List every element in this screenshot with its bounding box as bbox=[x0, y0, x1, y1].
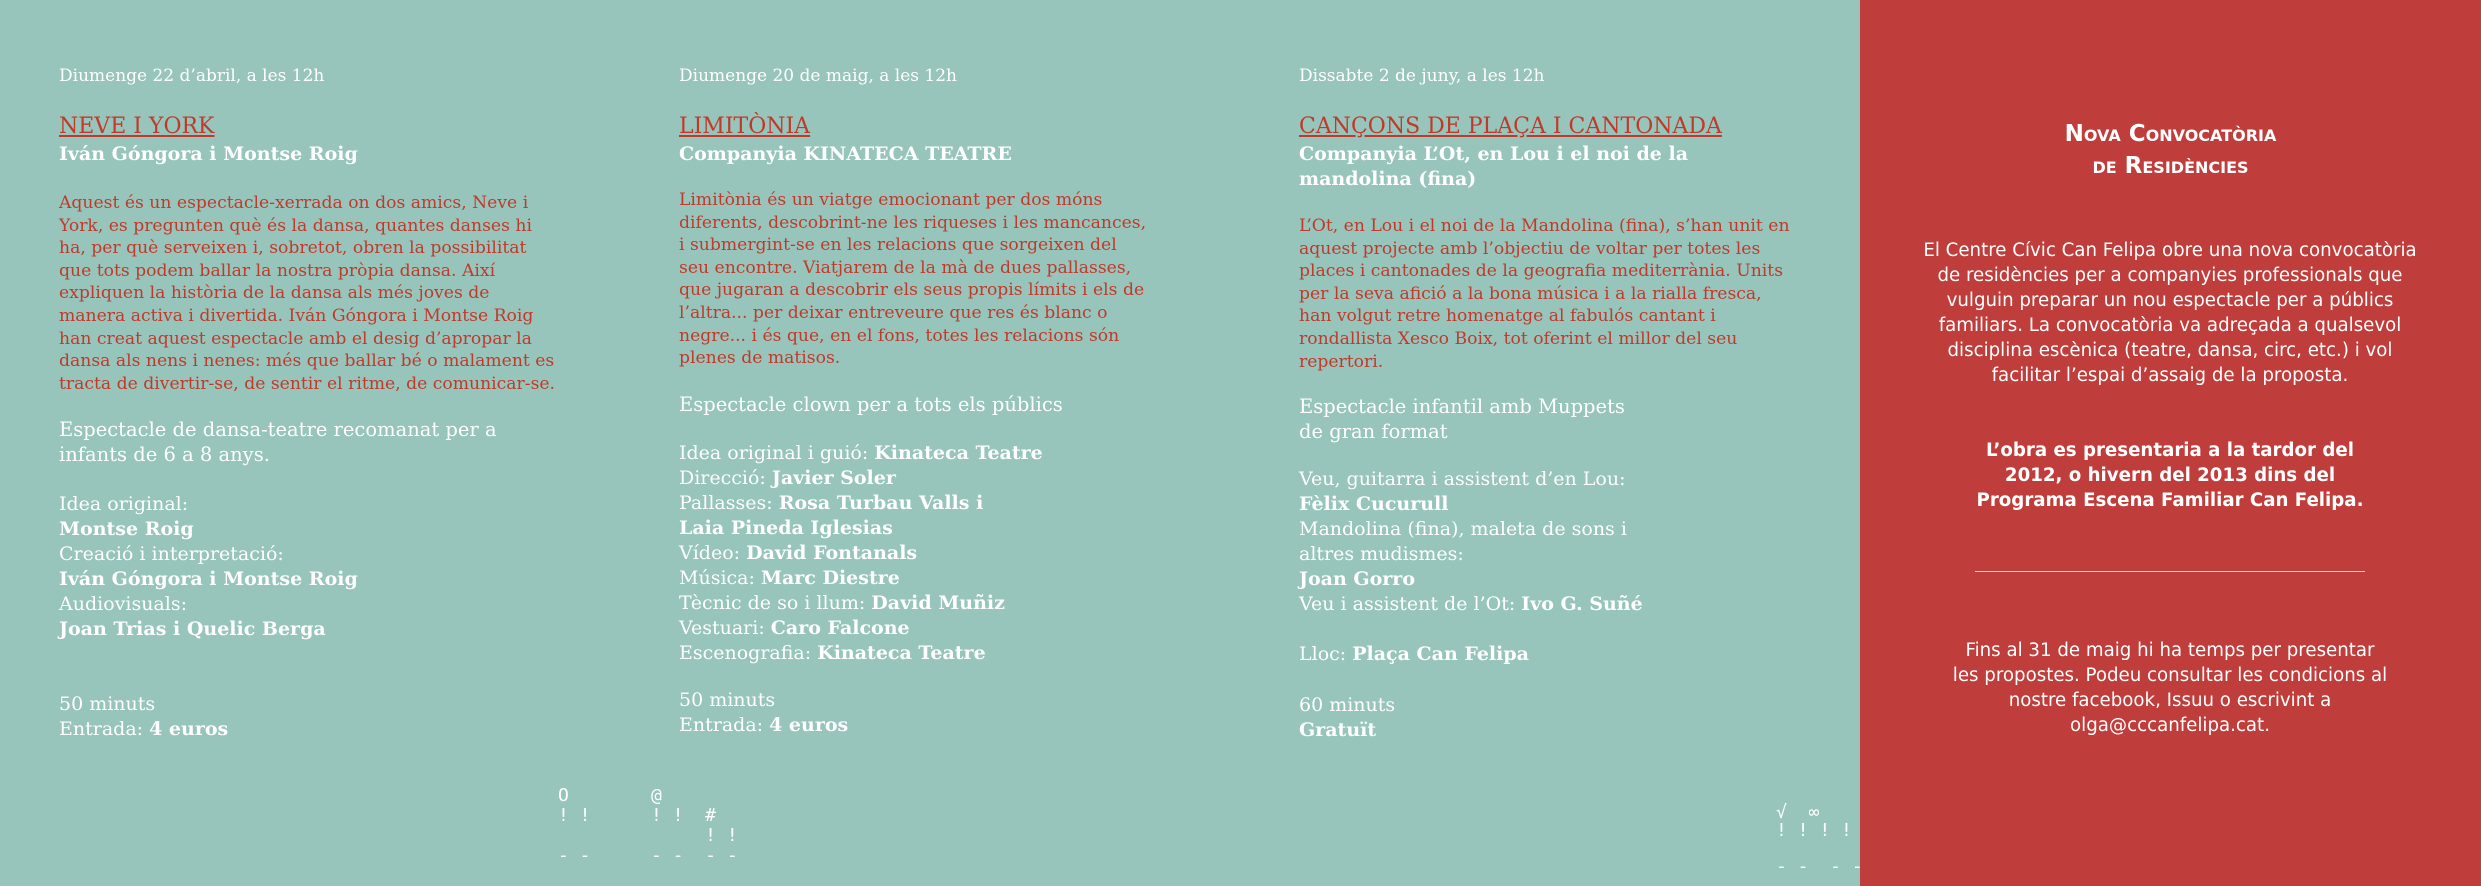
fold-marks-3: √ ∞ ! ! ! ! - - - - bbox=[1776, 802, 1863, 877]
credit-line: Iván Góngora i Montse Roig bbox=[59, 568, 358, 590]
credit-line: Laia Pineda Iglesias bbox=[679, 517, 893, 539]
event-title: NEVE I YORK bbox=[59, 114, 215, 139]
event-duration: 50 minuts bbox=[679, 689, 776, 711]
credit-line: Idea original: bbox=[59, 493, 189, 515]
fold-marks-1: O ! ! - - bbox=[558, 785, 591, 866]
event-footer bbox=[679, 688, 848, 738]
event-footer bbox=[59, 692, 228, 742]
credit-line: Joan Gorro bbox=[1299, 568, 1415, 590]
call-title: Nova Convocatòria de Residències bbox=[2064, 121, 2277, 179]
credit-line: Pallasses: Rosa Turbau Valls i bbox=[679, 492, 984, 514]
event-price: Entrada: 4 euros bbox=[59, 718, 229, 740]
credit-line: Veu i assistent de l’Ot: Ivo G. Suñé bbox=[1299, 593, 1643, 615]
event-company: Iván Góngora i Montse Roig bbox=[59, 143, 358, 165]
event-price: Entrada: 4 euros bbox=[679, 714, 849, 736]
event-description: Limitònia és un viatge emocionant per dos móns diferents, descobrint-ne les riqueses i les mancances, i submergint-se en les relacions que sorgeixen del seu encontre. Viatjarem de la mà de dues pallasses, que jugaran a descobrir els seus propis límits i els de l’altra... per deixar entreveure que res és blanc o negre... i és que, en el fons, totes les relacions són plenes de matisos. bbox=[679, 190, 1147, 369]
event-footer bbox=[1299, 693, 1395, 743]
event-note: Espectacle de dansa-teatre recomanat per a infants de 6 a 8 anys. bbox=[59, 418, 497, 466]
event-title: LIMITÒNIA bbox=[679, 114, 811, 139]
credit-line: Joan Trias i Quelic Berga bbox=[59, 618, 326, 640]
event-note: Espectacle infantil amb Muppets de gran format bbox=[1299, 395, 1625, 443]
credit-line: Fèlix Cucurull bbox=[1299, 493, 1449, 515]
event-company: Companyia KINATECA TEATRE bbox=[679, 143, 1012, 165]
call-intro: El Centre Cívic Can Felipa obre una nova convocatòria de residències per a companyies professionals que vulguin preparar un nou espectacle per a públics familiars. La convocatòria va adreçada a qualsevol disciplina escènica (teatre, dansa, circ, etc.) i vol facilitar l’espai d’assaig de la proposta. bbox=[1923, 240, 2417, 386]
credit-line: Direcció: Javier Soler bbox=[679, 467, 896, 489]
event-credits bbox=[1299, 467, 1799, 617]
event-duration: 50 minuts bbox=[59, 693, 156, 715]
event-description: Aquest és un espectacle-xerrada on dos amics, Neve i York, es pregunten què és la dansa, quantes danses hi ha, per què serveixen i, sobretot, obren la possibilitat que tots podem ballar la nostra pròpia dansa. Així expliquen la història de la dansa als més joves de manera activa i divertida. Iván Góngora i Montse Roig han creat aquest espectacle amb el desig d’apropar la dansa als nens i nenes: més que ballar bé o malament es tracta de divertir-se, de sentir el ritme, de comunicar-se. bbox=[59, 193, 556, 394]
event-title: CANÇONS DE PLAÇA I CANTONADA bbox=[1299, 114, 1722, 139]
call-highlight: L’obra es presentaria a la tardor del 2012, o hivern del 2013 dins del Programa Escena Familiar Can Felipa. bbox=[1976, 440, 2364, 511]
fold-marks-2: @ ! ! # ! ! - - - - bbox=[651, 785, 738, 866]
event-credits bbox=[59, 492, 559, 642]
credit-line: Montse Roig bbox=[59, 518, 194, 540]
credit-line: Tècnic de so i llum: David Muñiz bbox=[679, 592, 1005, 614]
event-date: Diumenge 22 d’abril, a les 12h bbox=[59, 66, 325, 86]
credit-line: altres mudismes: bbox=[1299, 543, 1464, 565]
credit-line: Audiovisuals: bbox=[59, 593, 187, 615]
event-duration: 60 minuts bbox=[1299, 694, 1396, 716]
credit-line: Veu, guitarra i assistent d’en Lou: bbox=[1299, 468, 1626, 490]
credit-line: Vestuari: Caro Falcone bbox=[679, 617, 910, 639]
credit-line: Escenografia: Kinateca Teatre bbox=[679, 642, 986, 664]
event-description: L’Ot, en Lou i el noi de la Mandolina (fina), s’han unit en aquest projecte amb l’objectiu de voltar per totes les places i cantonades de la geografia mediterrània. Units per la seva afició a la bona música i a la rialla fresca, han volgut retre homenatge al fabulós cantant i rondallista Xesco Boix, tot oferint el millor del seu repertori. bbox=[1299, 216, 1790, 372]
event-credits bbox=[679, 441, 1179, 666]
credit-line: Idea original i guió: Kinateca Teatre bbox=[679, 442, 1043, 464]
credit-line: Música: Marc Diestre bbox=[679, 567, 900, 589]
event-price: Gratuït bbox=[1299, 719, 1377, 741]
call-deadline: Fins al 31 de maig hi ha temps per presentar les propostes. Podeu consultar les condicions al nostre facebook, Issuu o escrivint a olga@cccanfelipa.cat. bbox=[1952, 640, 2388, 736]
event-place: Lloc: Plaça Can Felipa bbox=[1299, 643, 1529, 665]
credit-line: Vídeo: David Fontanals bbox=[679, 542, 918, 564]
event-date: Dissabte 2 de juny, a les 12h bbox=[1299, 66, 1545, 86]
event-note: Espectacle clown per a tots els públics bbox=[679, 393, 1063, 416]
event-company: Companyia L’Ot, en Lou i el noi de la mandolina (fina) bbox=[1299, 143, 1689, 190]
event-date: Diumenge 20 de maig, a les 12h bbox=[679, 66, 958, 86]
credit-line: Mandolina (fina), maleta de sons i bbox=[1299, 518, 1627, 540]
divider bbox=[1975, 571, 2365, 572]
credit-line: Creació i interpretació: bbox=[59, 543, 284, 565]
